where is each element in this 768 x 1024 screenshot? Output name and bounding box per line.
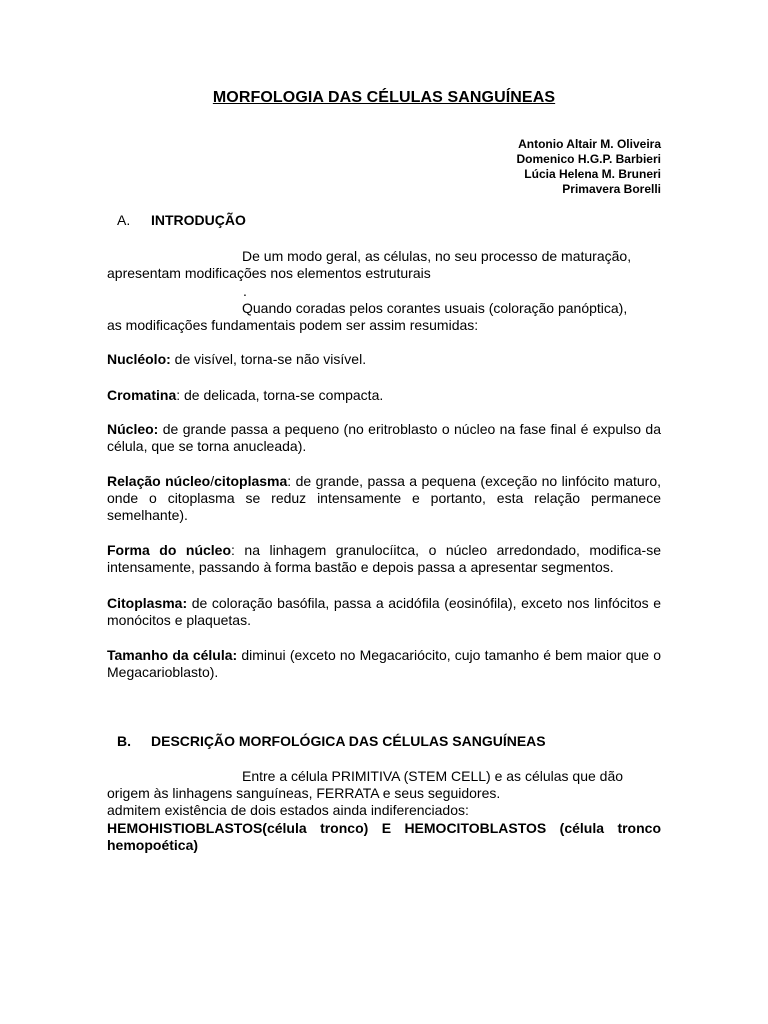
definition-text: de grande passa a pequeno (no eritroblasto o núcleo na fase final é expulso da célula, que se torna anucleada). [107,421,661,454]
bold-paragraph: HEMOHISTIOBLASTOS(célula tronco) E HEMOCITOBLASTOS (célula tronco hemopoética) [107,820,661,853]
author-name: Domenico H.G.P. Barbieri [516,152,661,166]
paragraph-line: admitem existência de dois estados ainda indiferenciados: [107,802,469,818]
paragraph-line: apresentam modificações nos elementos estruturais [107,265,431,281]
section-title: DESCRIÇÃO MORFOLÓGICA DAS CÉLULAS SANGUÍNEAS [151,733,546,749]
definition-item [107,421,661,455]
definition-separator: / [210,473,215,489]
definition-item [107,387,661,404]
definition-item [107,473,661,524]
author-list [517,137,662,197]
definition-item [107,595,661,629]
definition-term: citoplasma [214,473,288,489]
definition-text: de coloração basófila, passa a acidófila (eosinófila), exceto nos linfócitos e monócitos e plaquetas. [107,595,661,628]
paragraph-line: origem às linhagens sanguíneas, FERRATA e seus seguidores. [107,785,501,801]
definition-term: Citoplasma: [107,595,188,611]
paragraph-indent-line: Quando coradas pelos corantes usuais (coloração panóptica), [242,300,628,316]
definition-text: : de delicada, torna-se compacta. [176,387,384,403]
definition-term: Nucléolo: [107,351,171,367]
paragraph-line: as modificações fundamentais podem ser assim resumidas: [107,317,479,333]
definition-term: Cromatina [107,387,177,403]
definition-term: Núcleo: [107,421,159,437]
document-title: MORFOLOGIA DAS CÉLULAS SANGUÍNEAS [212,89,556,106]
author-name: Antonio Altair M. Oliveira [518,137,661,151]
author-name: Lúcia Helena M. Bruneri [524,167,661,181]
definition-term: Forma do núcleo [107,542,232,558]
definition-text: : de grande, passa a pequena (exceção no linfócito maturo, onde o citoplasma se reduz intensamente e portanto, esta relação permanece semelhante). [107,473,661,523]
section-a-heading [117,212,246,228]
author-name: Primavera Borelli [562,182,661,196]
definition-item [107,351,661,368]
definition-text: de visível, torna-se não visível. [170,351,367,367]
section-letter: A. [117,212,131,228]
paragraph-indent-line: De um modo geral, as células, no seu processo de maturação, [242,248,632,264]
definition-term: Relação núcleo [107,473,211,489]
definition-term: Tamanho da célula: [107,647,238,663]
stray-dot: . [243,283,247,299]
definition-text: diminui (exceto no Megacariócito, cujo tamanho é bem maior que o Megacarioblasto). [107,647,661,680]
definition-text: : na linhagem granulocíitca, o núcleo arredondado, modifica-se intensamente, passando à forma bastão e depois passa a apresentar segmentos. [107,542,661,575]
definition-item [107,647,661,681]
section-title: INTRODUÇÃO [151,212,246,228]
paragraph-indent-line: Entre a célula PRIMITIVA (STEM CELL) e as células que dão [242,768,624,784]
section-letter: B. [117,733,131,749]
definition-item [107,542,661,576]
section-b-heading [117,733,546,749]
